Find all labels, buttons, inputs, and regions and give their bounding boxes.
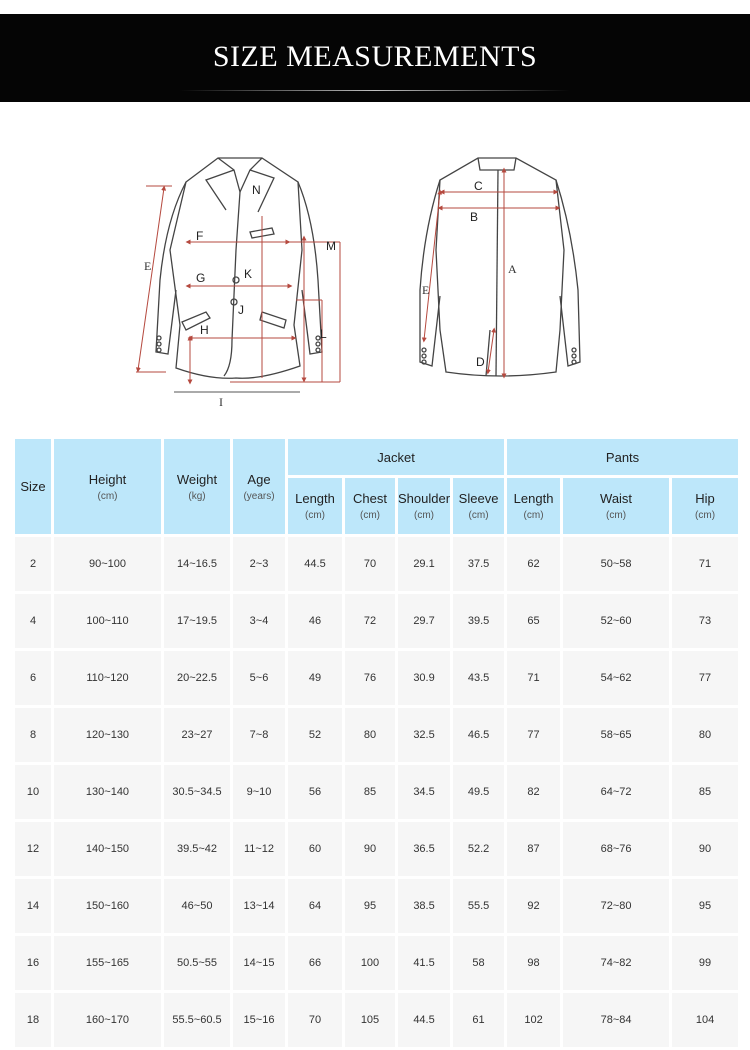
front-label-l: L	[320, 327, 327, 341]
front-label-h: H	[200, 323, 209, 337]
jacket-shoulder-header: Shoulder (cm)	[398, 478, 450, 534]
table-row	[15, 822, 738, 876]
table-cell: 23~27	[164, 708, 230, 762]
table-cell: 11~12	[233, 822, 285, 876]
table-cell: 82	[507, 765, 560, 819]
page-title: SIZE MEASUREMENTS	[212, 40, 538, 73]
table-cell: 44.5	[398, 993, 450, 1047]
back-measure-lines	[424, 170, 558, 376]
back-label-d: D	[476, 355, 485, 369]
table-cell: 68~76	[563, 822, 669, 876]
table-row	[15, 594, 738, 648]
table-cell: 30.5~34.5	[164, 765, 230, 819]
size-chart-table	[12, 436, 741, 1050]
table-cell: 49.5	[453, 765, 504, 819]
table-cell: 78~84	[563, 993, 669, 1047]
table-cell: 66	[288, 936, 342, 990]
table-row	[15, 537, 738, 591]
table-row	[15, 765, 738, 819]
jacket-sleeve-header: Sleeve (cm)	[453, 478, 504, 534]
table-cell: 58	[453, 936, 504, 990]
table-cell: 95	[345, 879, 395, 933]
back-label-e: E	[422, 283, 430, 297]
table-row	[15, 651, 738, 705]
table-cell: 50~58	[563, 537, 669, 591]
table-cell: 9~10	[233, 765, 285, 819]
table-cell: 56	[288, 765, 342, 819]
table-cell: 160~170	[54, 993, 161, 1047]
table-cell: 3~4	[233, 594, 285, 648]
table-cell: 29.1	[398, 537, 450, 591]
weight-header: Weight (kg)	[164, 439, 230, 534]
table-cell: 39.5~42	[164, 822, 230, 876]
table-cell: 110~120	[54, 651, 161, 705]
table-cell: 102	[507, 993, 560, 1047]
table-cell: 65	[507, 594, 560, 648]
front-label-j: J	[238, 303, 244, 317]
jacket-chest-header: Chest (cm)	[345, 478, 395, 534]
table-cell: 62	[507, 537, 560, 591]
table-cell: 5~6	[233, 651, 285, 705]
table-cell: 44.5	[288, 537, 342, 591]
table-cell: 10	[15, 765, 51, 819]
table-cell: 4	[15, 594, 51, 648]
table-cell: 29.7	[398, 594, 450, 648]
table-cell: 98	[507, 936, 560, 990]
table-cell: 7~8	[233, 708, 285, 762]
table-cell: 43.5	[453, 651, 504, 705]
back-label-b: B	[470, 210, 479, 224]
front-label-i: I	[219, 395, 223, 409]
table-cell: 74~82	[563, 936, 669, 990]
pants-header: Pants	[507, 439, 738, 475]
table-cell: 61	[453, 993, 504, 1047]
back-label-c: C	[474, 179, 483, 193]
table-cell: 41.5	[398, 936, 450, 990]
table-cell: 99	[672, 936, 738, 990]
front-label-k: K	[244, 267, 253, 281]
table-cell: 20~22.5	[164, 651, 230, 705]
table-cell: 46.5	[453, 708, 504, 762]
table-cell: 14~15	[233, 936, 285, 990]
header-banner	[0, 14, 750, 102]
measurement-diagram	[0, 140, 750, 410]
table-cell: 130~140	[54, 765, 161, 819]
table-cell: 155~165	[54, 936, 161, 990]
table-cell: 90	[672, 822, 738, 876]
front-label-m: M	[326, 239, 336, 253]
table-cell: 18	[15, 993, 51, 1047]
table-cell: 52	[288, 708, 342, 762]
front-label-g: G	[196, 271, 206, 285]
table-cell: 16	[15, 936, 51, 990]
table-cell: 60	[288, 822, 342, 876]
table-cell: 2	[15, 537, 51, 591]
table-cell: 36.5	[398, 822, 450, 876]
table-cell: 70	[288, 993, 342, 1047]
table-cell: 46	[288, 594, 342, 648]
table-cell: 73	[672, 594, 738, 648]
table-cell: 52~60	[563, 594, 669, 648]
back-label-a: A	[508, 262, 517, 276]
table-cell: 76	[345, 651, 395, 705]
table-cell: 90	[345, 822, 395, 876]
table-cell: 70	[345, 537, 395, 591]
table-cell: 71	[672, 537, 738, 591]
title-underline	[180, 90, 570, 91]
table-cell: 80	[345, 708, 395, 762]
table-cell: 17~19.5	[164, 594, 230, 648]
table-cell: 49	[288, 651, 342, 705]
pants-length-header: Length (cm)	[507, 478, 560, 534]
table-cell: 15~16	[233, 993, 285, 1047]
table-cell: 104	[672, 993, 738, 1047]
table-cell: 64~72	[563, 765, 669, 819]
jacket-header: Jacket	[288, 439, 504, 475]
table-cell: 72	[345, 594, 395, 648]
table-cell: 38.5	[398, 879, 450, 933]
table-cell: 71	[507, 651, 560, 705]
table-cell: 54~62	[563, 651, 669, 705]
table-cell: 58~65	[563, 708, 669, 762]
front-label-e: E	[144, 259, 152, 273]
height-header: Height (cm)	[54, 439, 161, 534]
table-cell: 8	[15, 708, 51, 762]
table-cell: 13~14	[233, 879, 285, 933]
front-label-f: F	[196, 229, 204, 243]
table-cell: 77	[507, 708, 560, 762]
table-cell: 105	[345, 993, 395, 1047]
pants-waist-header: Waist (cm)	[563, 478, 669, 534]
table-row	[15, 993, 738, 1047]
table-cell: 14~16.5	[164, 537, 230, 591]
table-cell: 64	[288, 879, 342, 933]
table-cell: 85	[345, 765, 395, 819]
table-cell: 14	[15, 879, 51, 933]
table-cell: 87	[507, 822, 560, 876]
table-cell: 34.5	[398, 765, 450, 819]
front-label-n: N	[252, 183, 261, 197]
table-cell: 92	[507, 879, 560, 933]
table-cell: 30.9	[398, 651, 450, 705]
table-cell: 80	[672, 708, 738, 762]
table-cell: 100	[345, 936, 395, 990]
table-cell: 140~150	[54, 822, 161, 876]
table-row	[15, 708, 738, 762]
size-header: Size	[15, 439, 51, 534]
table-cell: 55.5~60.5	[164, 993, 230, 1047]
table-cell: 50.5~55	[164, 936, 230, 990]
jacket-length-header: Length (cm)	[288, 478, 342, 534]
table-row	[15, 879, 738, 933]
age-header: Age (years)	[233, 439, 285, 534]
table-cell: 90~100	[54, 537, 161, 591]
jacket-back-illustration	[420, 158, 580, 376]
table-cell: 46~50	[164, 879, 230, 933]
table-cell: 39.5	[453, 594, 504, 648]
size-rows	[15, 537, 738, 1047]
table-cell: 12	[15, 822, 51, 876]
table-cell: 6	[15, 651, 51, 705]
table-cell: 52.2	[453, 822, 504, 876]
table-cell: 32.5	[398, 708, 450, 762]
table-row	[15, 936, 738, 990]
table-cell: 77	[672, 651, 738, 705]
table-cell: 72~80	[563, 879, 669, 933]
table-cell: 37.5	[453, 537, 504, 591]
table-cell: 55.5	[453, 879, 504, 933]
table-cell: 100~110	[54, 594, 161, 648]
table-cell: 85	[672, 765, 738, 819]
table-cell: 120~130	[54, 708, 161, 762]
table-cell: 150~160	[54, 879, 161, 933]
pants-hip-header: Hip (cm)	[672, 478, 738, 534]
table-cell: 2~3	[233, 537, 285, 591]
jacket-front-illustration	[156, 158, 322, 378]
table-cell: 95	[672, 879, 738, 933]
